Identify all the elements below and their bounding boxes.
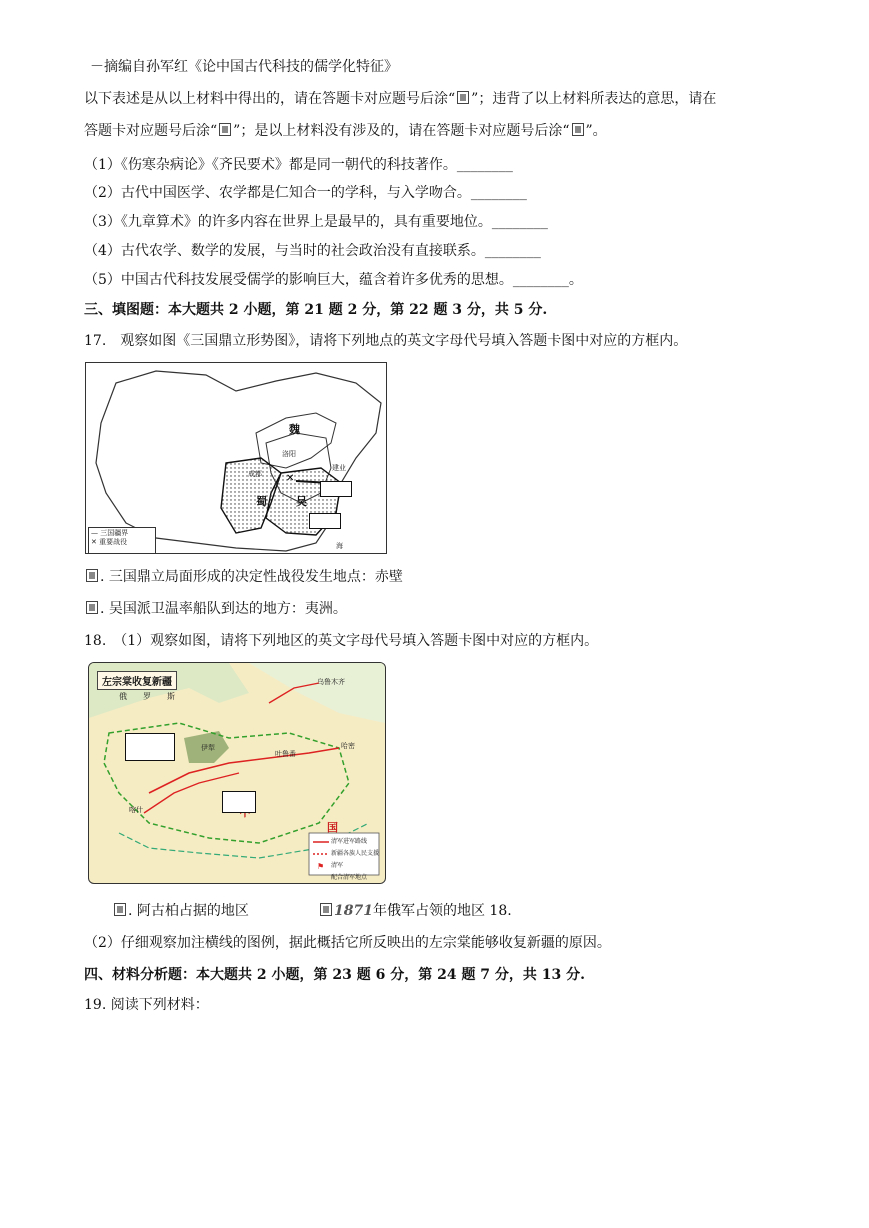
instruction-line-1 — [84, 89, 716, 109]
q17-option-a-text: . 三国鼎立局面形成的决定性战役发生地点：赤壁 — [100, 569, 403, 585]
map2-label-hami: 哈密 — [341, 742, 355, 750]
question-18: 18. （1）观察如图，请将下列地区的英文字母代号填入答题卡图中对应的方框内。 — [84, 633, 599, 649]
answer-box-yizhou[interactable] — [309, 513, 341, 529]
section-3-heading: 三、填图题：本大题共 2 小题，第 21 题 2 分，第 22 题 3 分，共 5 分. — [84, 302, 548, 318]
instruction-text-2a: 答题卡对应题号后涂“ — [84, 123, 218, 139]
item-4: （4）古代农学、数学的发展，与当时的社会政治没有直接联系。________ — [84, 243, 541, 259]
three-kingdoms-map-drawing — [86, 363, 386, 553]
map1-label-shu: 蜀 — [256, 495, 267, 508]
option-b-glyph-icon — [219, 123, 231, 136]
instruction-text-1a: 以下表述是从以上材料中得出的，请在答题卡对应题号后涂“ — [84, 91, 456, 107]
three-kingdoms-map — [85, 362, 387, 554]
section-4-heading: 四、材料分析题：本大题共 2 小题，第 23 题 6 分，第 24 题 7 分，共 13 分. — [84, 967, 586, 983]
map1-label-chengdu: 成都 — [248, 470, 262, 478]
map1-legend-border: — 三国疆界 — [91, 529, 129, 537]
map2-label-kashi: 喀什 — [129, 806, 143, 814]
instruction-text-2c: ”。 — [585, 123, 607, 139]
map2-legend-support: 新疆各族人民支援清军 — [331, 850, 380, 869]
question-18-part-2: （2）仔细观察加注横线的图例，据此概括它所反映出的左宗棠能够收复新疆的原因。 — [84, 935, 611, 951]
map2-legend — [331, 836, 379, 884]
instruction-text-2b: ”；是以上材料没有涉及的，请在答题卡对应题号后涂“ — [233, 123, 570, 139]
map1-label-wei: 魏 — [289, 423, 300, 436]
q17-option-a — [84, 567, 403, 587]
map1-label-jianye: 建业 — [332, 464, 346, 472]
map2-title: 左宗棠收复新疆 — [97, 671, 177, 690]
map2-label-yili: 伊犁 — [201, 744, 215, 752]
flag-marker-icon: ⚑ — [317, 862, 325, 871]
map2-legend-point: 配合清军地点 — [331, 874, 368, 881]
q18-option-a — [112, 901, 249, 921]
map1-legend-battle: ✕ 重要战役 — [91, 538, 128, 546]
question-19: 19. 阅读下列材料： — [84, 997, 209, 1013]
instruction-text-1b: ”；违背了以上材料所表达的意思，请在 — [471, 91, 717, 107]
option-letter-glyph-icon — [114, 903, 126, 916]
option-letter-glyph-icon — [86, 601, 98, 614]
map2-label-russia: 俄 罗 斯 — [119, 692, 175, 701]
q17-option-b — [84, 599, 347, 619]
question-17: 17. 观察如图《三国鼎立形势图》，请将下列地点的英文字母代号填入答题卡图中对应的方框内。 — [84, 333, 688, 349]
map2-label-wulumuqi: 乌鲁木齐 — [317, 678, 345, 686]
battle-marker-icon: ✕ — [286, 473, 295, 484]
item-2: （2）古代中国医学、农学都是仁知合一的学科，与入学吻合。________ — [84, 185, 527, 201]
option-letter-glyph-icon — [86, 569, 98, 582]
map2-label-tulufan: 吐鲁番 — [275, 750, 296, 758]
answer-box-agubo[interactable] — [125, 733, 175, 761]
answer-box-russia-1871[interactable] — [222, 791, 256, 813]
map1-label-luoyang: 洛阳 — [282, 450, 296, 458]
q18-option-b — [318, 901, 512, 921]
xinjiang-map — [88, 662, 386, 884]
item-3: （3）《九章算术》的许多内容在世界上是最早的，具有重要地位。________ — [84, 214, 548, 230]
option-a-glyph-icon — [457, 91, 469, 104]
instruction-line-2 — [84, 121, 607, 141]
map1-label-wu: 吴 — [296, 495, 307, 508]
map1-legend — [88, 527, 156, 554]
option-letter-glyph-icon — [320, 903, 332, 916]
q17-option-b-text: . 吴国派卫温率船队到达的地方：夷洲。 — [100, 601, 347, 617]
item-1: （1）《伤寒杂病论》《齐民要术》都是同一朝代的科技著作。________ — [84, 157, 513, 173]
map2-legend-route: 清军进军路线 — [331, 838, 368, 845]
q18-option-b-text: 年俄军占领的地区 18. — [372, 903, 512, 919]
source-citation: －摘编自孙军红《论中国古代科技的儒学化特征》 — [90, 59, 398, 75]
q18-option-a-text: . 阿古柏占据的地区 — [128, 903, 249, 919]
map1-label-sea: 海 — [336, 542, 343, 550]
answer-box-chibi[interactable] — [320, 481, 352, 497]
item-5: （5）中国古代科技发展受儒学的影响巨大，蕴含着许多优秀的思想。________。 — [84, 272, 583, 288]
option-c-glyph-icon — [572, 123, 584, 136]
map2-label-guo: 国 — [327, 821, 338, 834]
q18-option-b-year: 1871 — [334, 903, 373, 919]
